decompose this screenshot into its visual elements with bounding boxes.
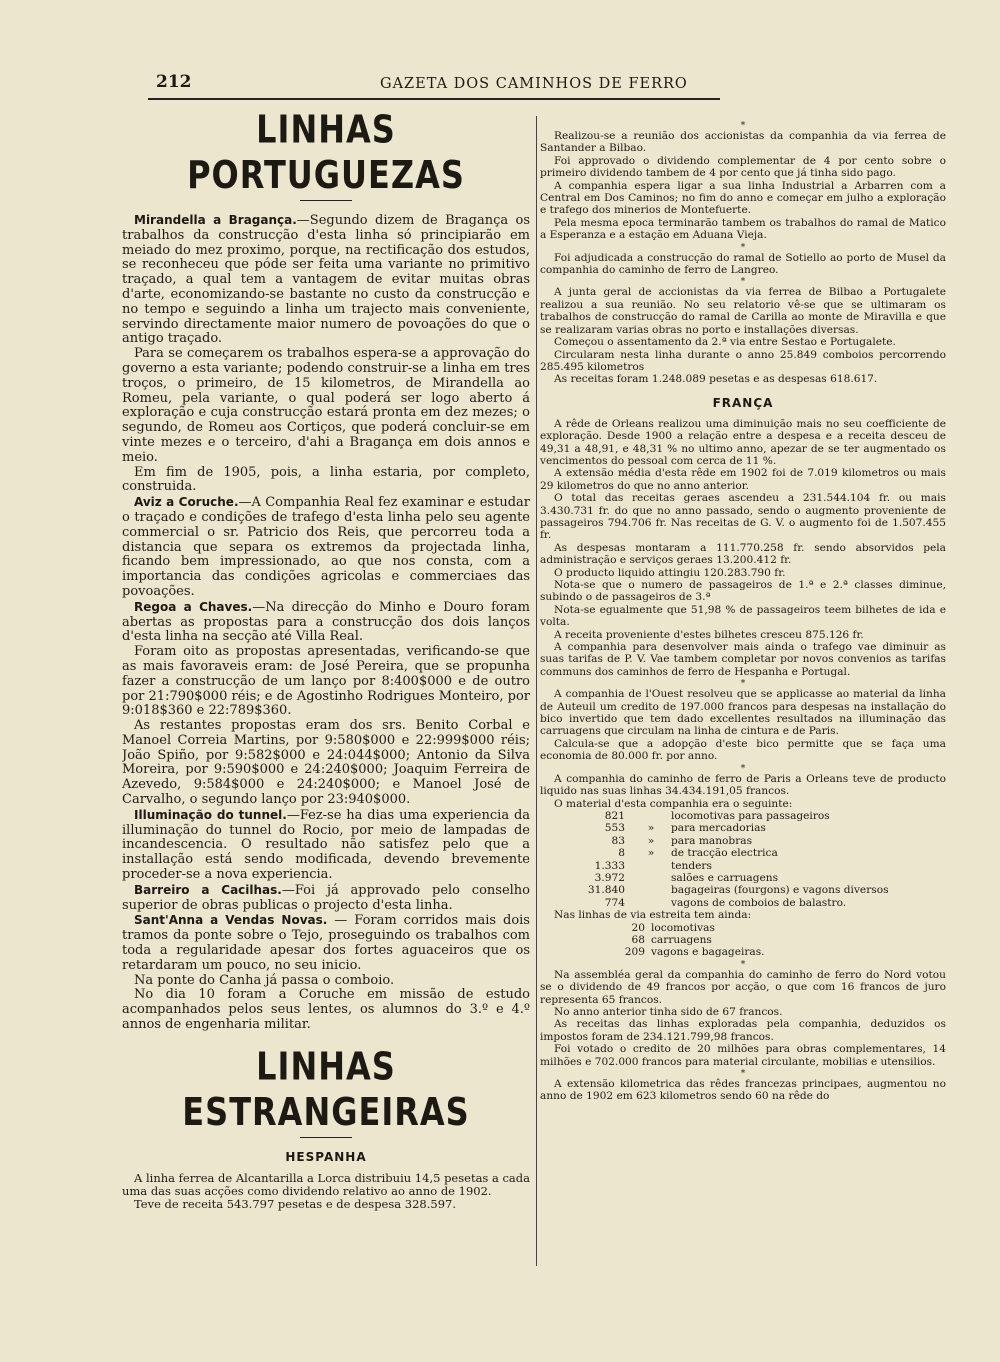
rolling-stock-row [540, 822, 946, 834]
subhead-franca: FRANÇA [712, 395, 774, 410]
left-column [122, 108, 530, 1258]
news-paragraph: A junta geral de accionistas da via ferrea de Bilbao a Portugalete realizou a sua reunião. No seu relatorio vê-se que se ultimaram os trabalhos de construcção do ramal de Carilla ao monte de Miravilla e que se realizaram varias obras no porto e installações diversas. [540, 286, 946, 336]
rolling-stock-row [540, 810, 946, 822]
stock-description: carruagens [651, 933, 712, 946]
block-extensao [540, 1078, 946, 1103]
block-santander [540, 130, 946, 242]
paragraph-lead: Aviz a Coruche. [134, 495, 239, 510]
rolling-stock-row [540, 884, 946, 896]
separator-star: * [740, 679, 746, 690]
news-paragraph: Começou o assentamento da 2.ª via entre Sestao e Portugalete. [554, 336, 896, 349]
ditto-mark [631, 897, 671, 909]
rolling-stock-row [540, 847, 946, 859]
block-langreo [540, 252, 946, 277]
news-paragraph: Foi approvado o dividendo complementar de 4 por cento sobre o primeiro dividendo tambem de 4 por cento que já tinha sido pago. [540, 154, 946, 180]
separator-star: * [740, 277, 746, 288]
stock-count: 1.333 [594, 859, 625, 872]
news-paragraph: A linha ferrea de Alcantarilla a Lorca distribuiu 14,5 pesetas a cada uma das suas acções como dividendo relativo ao anno de 1902. [122, 1170, 530, 1198]
news-paragraph [122, 883, 530, 914]
narrow-gauge-row [560, 946, 946, 958]
paragraph-text: —Fez-se ha dias uma experiencia da illuminação do tunnel do Rocio, por meio de lampadas de incandescencia. O resultado não satisfez pelo que a installação está sendo modificada, devendo brevemente proceder-se a nova experiencia. [122, 807, 530, 883]
news-paragraph [122, 719, 530, 808]
news-paragraph [122, 645, 530, 719]
stock-count: 3.972 [594, 871, 625, 884]
paragraph-lead: Illuminação do tunnel. [134, 807, 287, 822]
paragraph-lead: Mirandella a Bragança. [134, 213, 297, 227]
news-paragraph: No anno anterior tinha sido de 67 francos. [554, 1006, 783, 1018]
page-number: 212 [156, 72, 192, 92]
portuguese-news [122, 213, 530, 1033]
paragraph-text: As restantes propostas eram dos srs. Benito Corbal e Manoel Correia Martins, por 9:580$000 e 22:999$000 réis; João Spiño, por 9:582$000 e 24:044$000; Antonio da Silva Moreira, por 9:590$000 e 24:240$000; Joaquim Ferreira de Azevedo, 9:584$000 e 24:240$000; e Manoel José de Carvalho, o segundo lanço por 23:940$000. [122, 718, 530, 808]
news-paragraph: Teve de receita 543.797 pesetas e de despesa 328.597. [134, 1196, 456, 1211]
paragraph-lead: Barreiro a Cacilhas. [134, 882, 282, 897]
separator-star: * [740, 959, 746, 970]
news-paragraph [122, 974, 530, 989]
ditto-mark [631, 884, 671, 896]
narrow-gauge-row [560, 934, 946, 946]
publication-title: GAZETA DOS CAMINHOS DE FERRO [380, 76, 688, 92]
stock-count: 821 [604, 809, 625, 822]
block-ouest [540, 688, 946, 762]
news-paragraph [122, 466, 530, 496]
paragraph-text: Na ponte do Canha já passa o comboio. [134, 972, 395, 988]
news-paragraph [122, 913, 530, 973]
stock-count: 20 [631, 921, 645, 934]
news-paragraph [122, 213, 530, 347]
stock-count: 774 [604, 896, 625, 909]
paragraph-text: —Foi já approvado pelo conselho superior de obras publicas o projecto d'esta linha. [122, 882, 530, 913]
news-paragraph: O total das receitas geraes ascendeu a 231.544.104 fr. ou mais 3.430.731 fr. do que no anno passado, sendo o augmento proveniente de passageiros 794.706 fr. Nas receitas de G. V. o augmento foi de 1.507.455 fr. [540, 492, 946, 542]
stock-description: tenders [671, 859, 712, 872]
rolling-stock-row [540, 835, 946, 847]
stock-description: para mercadorias [671, 822, 766, 835]
paragraph-lead: Regoa a Chaves. [134, 599, 253, 614]
stock-description: salões e carruagens [671, 871, 779, 884]
news-paragraph: A extensão kilometrica das rêdes francezas principaes, augmentou no anno de 1902 em 623 kilometros sendo 60 na rêde do [540, 1078, 946, 1103]
news-paragraph: O producto liquido attingiu 120.283.790 fr. [554, 566, 786, 579]
paragraph-text: No dia 10 foram a Coruche em missão de estudo acompanhados pelos seus lentes, os alumnos do 3.º e 4.º annos de engenharia militar. [122, 987, 530, 1033]
stock-description: vagons e bagageiras. [651, 946, 765, 959]
page-header [148, 72, 720, 100]
stock-description: de tracção electrica [671, 847, 778, 860]
separator-star: * [740, 121, 746, 131]
ditto-mark: » [647, 847, 655, 860]
news-paragraph: Foi votado o credito de 20 milhões para obras complementares, 14 milhões e 702.000 francos para material circulante, mobilias e utensilios. [540, 1043, 946, 1068]
news-paragraph: A companhia espera ligar a sua linha Industrial a Arbarren com a Central em Dos Caminos; no fim do anno e começar em julho a exploração e trafego dos minerios de Montefuerte. [540, 179, 946, 217]
paragraph-text: — Foram corridos mais dois tramos da ponte sobre o Tejo, proseguindo os trabalhos com toda a regularidade apesar dos fortes aguaceiros que os retardaram um pouco, no seu inicio. [122, 913, 530, 973]
news-paragraph: Nota-se que o numero de passageiros de 1.ª e 2.ª classes diminue, subindo o de passageiros de 3.ª [540, 579, 946, 604]
news-paragraph: Foi adjudicada a construcção do ramal de Sotiello ao porto de Musel da companhia do caminho de ferro de Langreo. [540, 251, 946, 277]
title-rule [300, 200, 352, 201]
news-paragraph: A extensão média d'esta rêde em 1902 foi de 7.019 kilometros ou mais 29 kilometros do que no anno anterior. [540, 467, 946, 492]
paragraph-text: —A Companhia Real fez examinar e estudar o traçado e condições de trafego d'esta linha pelo seu agente commercial o sr. Patricio dos Reis, que percorreu toda a distancia que separa os extremos da projectada linha, ficando bem impressionado, ao que nos consta, com a importancia das condições agricolas e commerciaes das povoações. [122, 495, 530, 599]
news-paragraph: Pela mesma epoca terminarão tambem os trabalhos do ramal de Matico a Esperanza e a estação em Aduana Vieja. [540, 216, 946, 242]
rolling-stock-row [540, 897, 946, 909]
news-paragraph: Calcula-se que a adopção d'este bico permitte que se faça uma economia de 80.000 fr. por anno. [540, 737, 946, 763]
news-paragraph: A companhia para desenvolver mais ainda o trafego vae diminuir as suas tarifas de P. V. Vae tambem completar por novos convenios as tarifas communs dos caminhos de ferro de Hespanha e Portugal. [540, 641, 946, 678]
stock-description: locomotivas [651, 921, 715, 934]
right-column [540, 120, 946, 1270]
news-paragraph: Realizou-se a reunião dos accionistas da companhia da via ferrea de Santander a Bilbao. [540, 130, 946, 155]
paragraph-text: Foram oito as propostas apresentadas, verificando-se que as mais favoraveis eram: de José Pereira, que se propunha fazer a construcção de um lanço por 8:400$000 e de outro por 21:790$000 réis; e de Agostinho Rodrigues Monteiro, por 9:018$360 e 22:789$360. [122, 644, 530, 719]
news-paragraph: As despesas montaram a 111.770.258 fr. sendo absorvidos pela administração e serviços geraes 13.200.412 fr. [540, 541, 946, 567]
news-paragraph [122, 347, 530, 465]
block-portugalete [540, 286, 946, 385]
rolling-stock-list [540, 810, 946, 909]
paragraph-text: —Na direcção do Minho e Douro foram abertas as propostas para a construcção dos dois lanços d'esta linha na secção até Villa Real. [122, 599, 530, 645]
news-paragraph: As receitas das linhas exploradas pela companhia, deduzidos os impostos foram de 234.121.799,98 francos. [540, 1018, 946, 1043]
stock-description: para manobras [671, 834, 753, 847]
stock-description: bagageiras (fourgons) e vagons diversos [671, 884, 889, 897]
paragraph-text: —Segundo dizem de Bragança os trabalhos da construcção d'esta linha só principiarão em meiado do mez proximo, porque, na rectificação dos estudos, se reconheceu que póde ser feita uma variante no primitivo traçado, a qual tem a vantagem de evitar muitas obras d'arte, economizando-se bastante no custo da construcção e no tempo e seguindo a linha um trajecto mais conveniente, servindo directamente maior numero de povoações do que o antigo traçado. [122, 213, 530, 347]
news-paragraph [122, 600, 530, 645]
paragraph-text: Em fim de 1905, pois, a linha estaria, por completo, construida. [122, 464, 530, 495]
narrow-gauge-row [560, 922, 946, 934]
ditto-mark [631, 860, 671, 872]
block-paris-orleans [540, 773, 946, 810]
news-paragraph: A rêde de Orleans realizou uma diminuição mais no seu coefficiente de exploração. Desde 1900 a relação entre a despesa e a receita desceu de 49,31 a 48,91, e 48,31 % no ultimo anno, apezar de se ter augmentado os vencimentos do pessoal com cerca de 11 %. [540, 417, 946, 467]
stock-description: locomotivas para passageiros [671, 809, 830, 822]
news-paragraph [122, 808, 530, 883]
stock-count: 553 [604, 822, 625, 835]
separator-star: * [740, 763, 746, 774]
news-paragraph: Na assembléa geral da companhia do caminho de ferro do Nord votou se o dividendo de 49 francos por acção, o que com 16 francos de juro representa 65 francos. [540, 968, 946, 1006]
ditto-mark [631, 810, 671, 822]
news-paragraph: As receitas foram 1.248.089 pesetas e as despesas 618.617. [554, 373, 878, 386]
narrow-gauge-list [540, 922, 946, 959]
news-paragraph: A companhia de l'Ouest resolveu que se applicasse ao material da linha de Auteuil um credito de 197.000 francos para despesas na installação do bico invertido que tem dado excellentes resultados na illuminação das carruagens que circulam na linha de cintura e de Paris. [540, 688, 946, 738]
news-paragraph: Nota-se egualmente que 51,98 % de passageiros teem bilhetes de ida e volta. [540, 603, 946, 629]
news-paragraph: O material d'esta companhia era o seguinte: [554, 797, 793, 810]
ditto-mark [631, 872, 671, 884]
block-orleans [540, 418, 946, 679]
stock-count: 209 [624, 946, 645, 959]
news-paragraph: A receita proveniente d'estes bilhetes cresceu 875.126 fr. [554, 628, 864, 641]
stock-count: 31.840 [587, 884, 625, 897]
news-paragraph [122, 988, 530, 1032]
section-title-portuguezas: LINHAS PORTUGUEZAS [187, 108, 465, 198]
section-title-estrangeiras: LINHAS ESTRANGEIRAS [182, 1043, 470, 1135]
ditto-mark: » [647, 822, 655, 835]
separator-star: * [740, 1069, 746, 1080]
paragraph-lead: Sant'Anna a Vendas Novas. [134, 913, 328, 928]
news-paragraph [122, 495, 530, 600]
news-paragraph: Circularam nesta linha durante o anno 25.849 comboios percorrendo 285.495 kilometros [540, 348, 946, 373]
narrow-gauge-intro: Nas linhas de via estreita tem ainda: [554, 909, 752, 922]
paragraph-text: Para se começarem os trabalhos espera-se a approvação do governo a esta variante; podendo construir-se a linha em tres troços, o primeiro, de 15 kilometros, de Mirandella ao Romeu, pela variante, o qual poderá ser logo aberto á exploração e cuja construcção estará pronta em dez mezes; o segundo, de Romeu aos Cortiços, que poderá concluir-se em vinte mezes e o terceiro, d'ahi a Bragança em dois annos e meio. [122, 346, 530, 465]
separator-star: * [740, 242, 746, 253]
block-nord [540, 969, 946, 1068]
rolling-stock-row [540, 872, 946, 884]
stock-count: 8 [618, 847, 625, 860]
rolling-stock-row [540, 860, 946, 872]
stock-count: 83 [611, 834, 625, 847]
stock-count: 68 [631, 933, 645, 946]
subhead-hespanha: HESPANHA [285, 1149, 367, 1164]
ditto-mark: » [647, 834, 655, 847]
news-paragraph: A companhia do caminho de ferro de Paris a Orleans teve de producto liquido nas suas linhas 34.434.191,05 francos. [540, 772, 946, 798]
column-divider [536, 116, 537, 1266]
stock-description: vagons de comboios de balastro. [671, 896, 847, 909]
spanish-news [122, 1172, 530, 1211]
title-rule-2 [300, 1137, 352, 1138]
